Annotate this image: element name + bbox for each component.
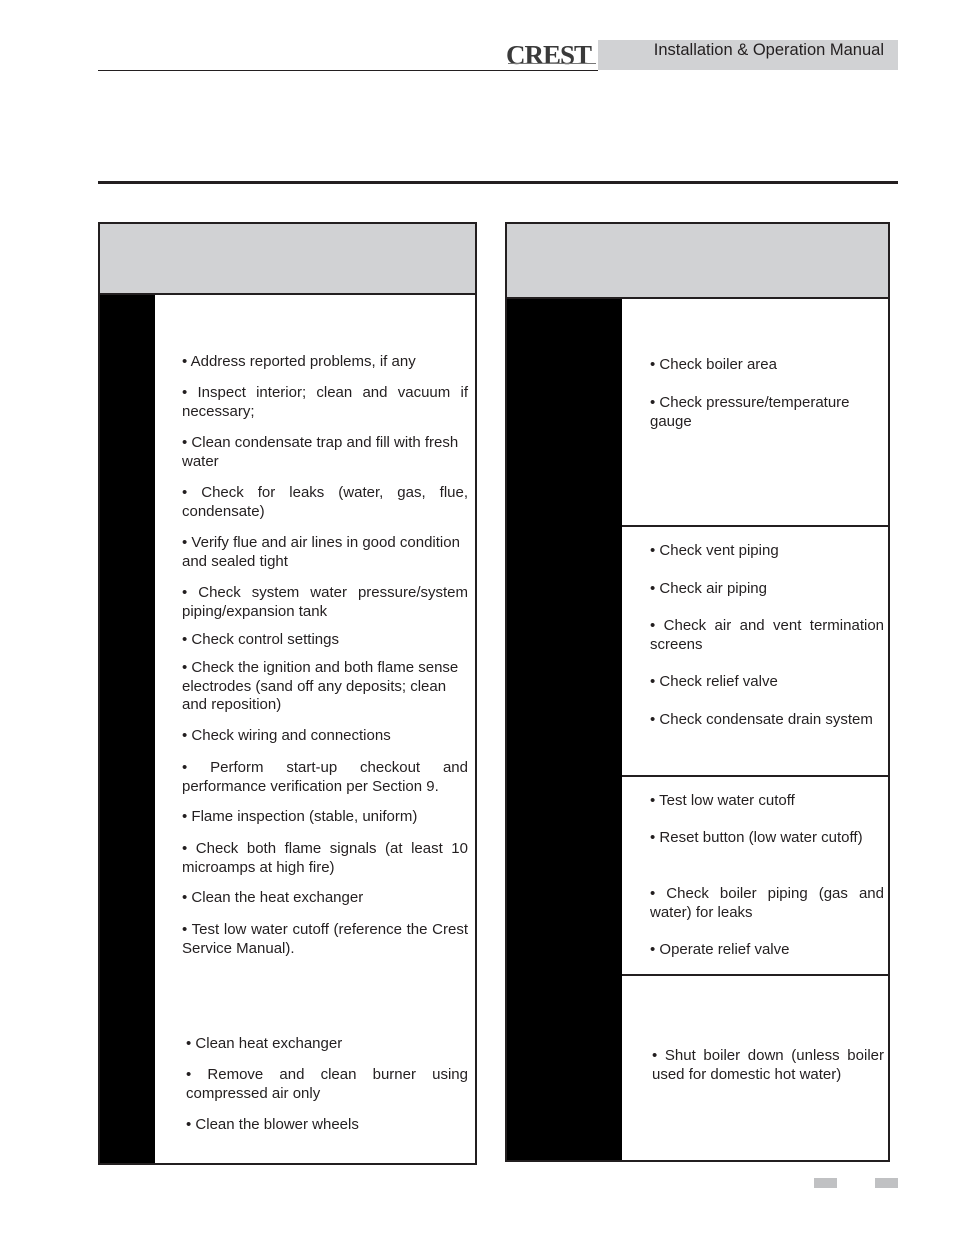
list-item: • Check wiring and connections <box>182 727 391 744</box>
logo-underline <box>508 63 596 69</box>
list-item: • Check boiler piping (gas and water) for leaks <box>650 885 884 921</box>
row-divider <box>622 775 888 777</box>
list-item: • Remove and clean burner using compressed air only <box>186 1066 468 1102</box>
manual-title: Installation & Operation Manual <box>653 41 884 59</box>
list-item: • Check pressure/temperature gauge <box>650 394 850 430</box>
list-item: • Check for leaks (water, gas, flue, condensate) <box>182 484 468 520</box>
list-item: • Perform start-up checkout and performance verification per Section 9. <box>182 759 468 795</box>
left-maintenance-table <box>98 222 477 1165</box>
list-item: • Check control settings <box>182 631 339 648</box>
list-item: • Flame inspection (stable, uniform) <box>182 808 418 825</box>
list-item: • Test low water cutoff (reference the Crest Service Manual). <box>182 921 468 957</box>
row-divider <box>622 974 888 976</box>
list-item: • Clean condensate trap and fill with fresh water <box>182 434 459 470</box>
list-item: • Clean the blower wheels <box>186 1116 359 1133</box>
list-item: • Check vent piping <box>650 542 779 559</box>
header-rule <box>98 70 598 71</box>
crest-logo <box>506 40 598 70</box>
list-item: • Check relief valve <box>650 673 778 690</box>
list-item: • Shut boiler down (unless boiler used for domestic hot water) <box>652 1047 884 1083</box>
section-rule <box>98 181 898 184</box>
list-item: • Test low water cutoff <box>650 792 795 809</box>
list-item: • Check condensate drain system <box>650 711 873 728</box>
list-item: • Address reported problems, if any <box>182 353 416 370</box>
right-table-header <box>507 224 888 299</box>
left-table-side-column <box>100 295 155 1163</box>
list-item: • Operate relief valve <box>650 941 790 958</box>
list-item: • Check both flame signals (at least 10 microamps at high fire) <box>182 840 468 876</box>
page-footer-mark-right <box>875 1178 898 1188</box>
row-divider <box>622 525 888 527</box>
list-item: • Clean heat exchanger <box>186 1035 343 1052</box>
right-table-side-column <box>507 299 622 1160</box>
header-title-box <box>598 40 898 70</box>
list-item: • Inspect interior; clean and vacuum if necessary; <box>182 384 468 420</box>
list-item: • Check boiler area <box>650 356 777 373</box>
page-footer-mark-left <box>814 1178 837 1188</box>
logo-text: CREST <box>506 40 592 70</box>
list-item: • Reset button (low water cutoff) <box>650 829 863 846</box>
list-item: • Clean the heat exchanger <box>182 889 364 906</box>
right-maintenance-table <box>505 222 890 1162</box>
list-item: • Check the ignition and both flame sense electrodes (sand off any deposits; clean and reposition) <box>182 659 459 713</box>
list-item: • Check system water pressure/system piping/expansion tank <box>182 584 468 620</box>
list-item: • Check air and vent termination screens <box>650 617 884 653</box>
list-item: • Check air piping <box>650 580 767 597</box>
list-item: • Verify flue and air lines in good condition and sealed tight <box>182 534 460 570</box>
left-table-header <box>100 224 475 295</box>
